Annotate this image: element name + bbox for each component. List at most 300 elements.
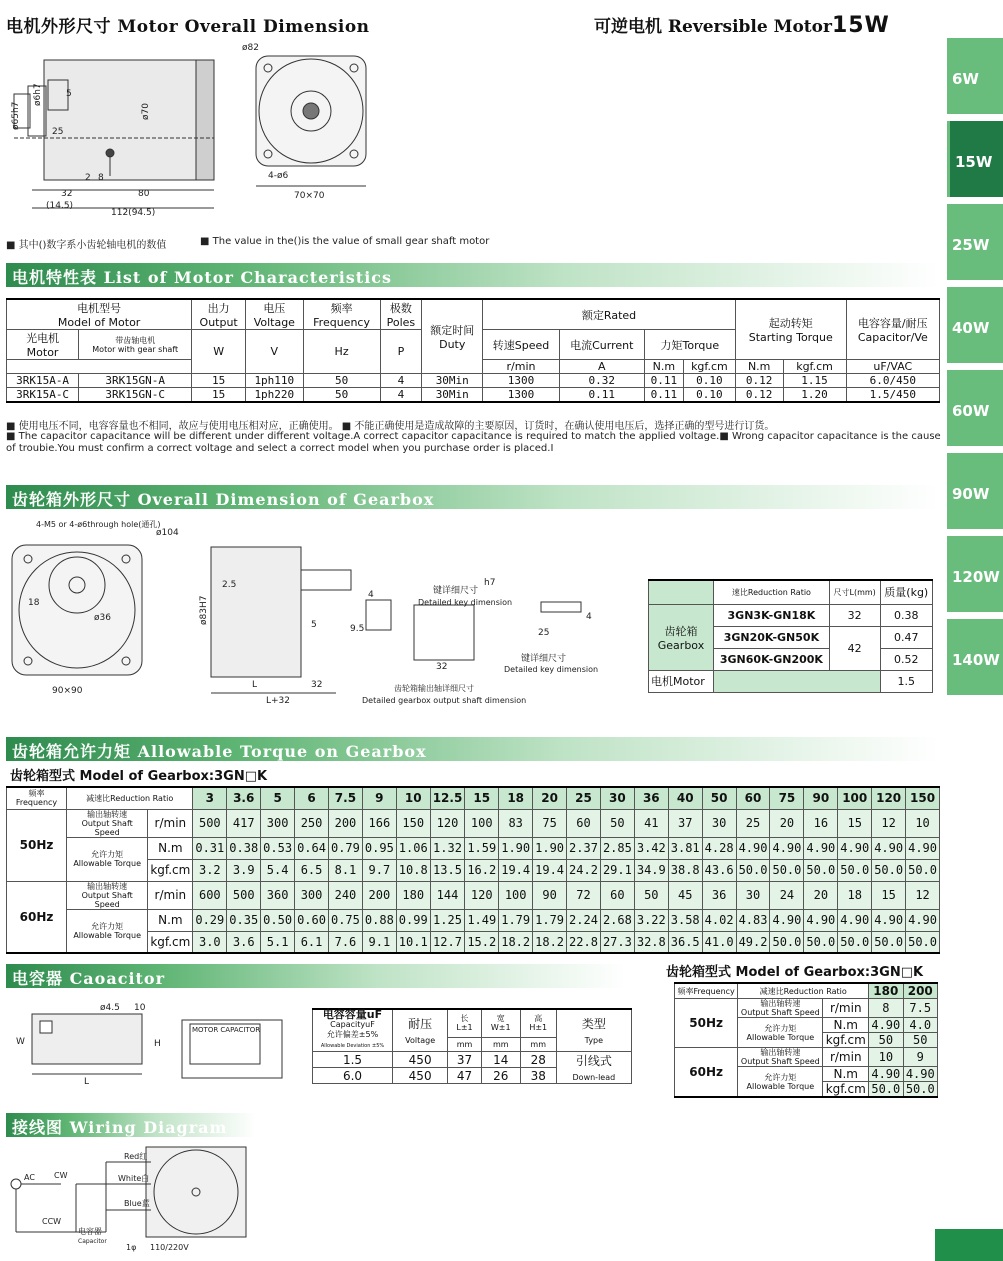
dim-label: 25 (538, 628, 550, 638)
cell: kgf.cm (148, 931, 193, 953)
cell: 0.53 (261, 837, 295, 859)
cell: 50.0 (770, 931, 804, 953)
cell: 7.6 (328, 931, 362, 953)
gear-ratio-table (648, 579, 933, 693)
cell: Allowable Torque (746, 1081, 815, 1091)
cell: 4.02 (702, 909, 736, 931)
cell: 28 (520, 1052, 556, 1068)
cell: 200 (362, 881, 396, 909)
th: 转速Speed (483, 330, 560, 360)
cell: 3.6 (227, 787, 261, 809)
cell: 0.64 (295, 837, 329, 859)
cell: 42 (829, 626, 880, 670)
dim-label: ø70 (141, 103, 151, 120)
th: 尺寸L(mm) (829, 580, 880, 604)
tab-25w[interactable]: 25W (947, 204, 1003, 280)
cell: 0.29 (193, 909, 227, 931)
cell: 1.59 (465, 837, 499, 859)
cell: Down-lead (572, 1073, 616, 1082)
cell: 50.0 (906, 859, 940, 881)
cell: Output Shaft Speed (81, 890, 133, 909)
cell: Output Shaft Speed (81, 818, 133, 837)
corner-block (935, 1229, 1003, 1261)
cell (738, 1048, 823, 1067)
cell: kgf.cm (148, 859, 193, 881)
cell: 1.5 (880, 670, 932, 692)
cell: 100 (838, 787, 872, 809)
cell: 27.3 (600, 931, 634, 953)
cell: 450 (393, 1052, 448, 1068)
cell: 16 (804, 809, 838, 837)
cell: kgf.cm (823, 1033, 869, 1048)
cell: 7.5 (903, 999, 937, 1018)
cell: 2.68 (600, 909, 634, 931)
dim-label: Detailed gearbox output shaft dimension (362, 696, 527, 705)
cell: 0.10 (683, 388, 735, 403)
cell: 450 (393, 1068, 448, 1084)
cell: N.m (823, 1018, 869, 1033)
cell: 3 (193, 787, 227, 809)
tab-140w[interactable]: 140W (947, 619, 1003, 695)
cell: 3.22 (634, 909, 668, 931)
cell: 10 (869, 1048, 903, 1067)
cell: 9.1 (362, 931, 396, 953)
th: 质量(kg) (880, 580, 932, 604)
dim-label: 10 (134, 1003, 146, 1013)
cell: 50.0 (736, 859, 770, 881)
gearbox-model-label: 齿轮箱型式 Model of Gearbox:3GN□K (10, 769, 268, 784)
wire-label: CCW (42, 1217, 62, 1226)
cell: 9.7 (362, 859, 396, 881)
cell: 24.2 (567, 859, 601, 881)
wire-label: Blue蓝 (124, 1199, 150, 1208)
cell: 6.5 (295, 859, 329, 881)
dim-label: 9.5 (350, 624, 365, 634)
cell: 0.35 (227, 909, 261, 931)
cell: 3RK15GN-C (79, 388, 192, 403)
unit: r/min (483, 360, 560, 374)
cell: 3GN3K-GN18K (714, 604, 830, 626)
cell: 0.11 (559, 388, 644, 403)
cell: 500 (193, 809, 227, 837)
dim-label: 2 (85, 173, 91, 183)
note-en: ■ The value in the()is the value of small gear shaft motor (200, 236, 490, 247)
cell (67, 809, 148, 837)
cell: 30Min (422, 374, 483, 388)
cell: Allowable Torque (73, 859, 141, 868)
gearbox-model-label-2: 齿轮箱型式 Model of Gearbox:3GN□K (666, 965, 924, 980)
th: Gearbox (657, 638, 705, 652)
dim-label: 键详细尺寸 (521, 654, 567, 664)
cell: 600 (193, 881, 227, 909)
tab-15w[interactable] (947, 121, 1003, 197)
cell: 50.0 (906, 931, 940, 953)
cell: 50.0 (872, 859, 906, 881)
cell: 0.95 (362, 837, 396, 859)
th: 齿轮箱 (664, 624, 698, 638)
th: Voltage (405, 1036, 436, 1045)
wire-label: White白 (118, 1174, 150, 1183)
cell: 24 (770, 881, 804, 909)
section-wiring: 接线图 Wiring Diagram (6, 1113, 256, 1137)
cell: 32 (829, 604, 880, 626)
th: Poles (386, 316, 416, 329)
cell: 2.85 (600, 837, 634, 859)
cell: 90 (533, 881, 567, 909)
unit: W (192, 330, 246, 374)
cell: 36 (702, 881, 736, 909)
cell: 30 (600, 787, 634, 809)
section-torque: 齿轮箱允许力矩 Allowable Torque on Gearbox (6, 737, 940, 761)
cell (738, 999, 823, 1018)
cell: 50.0 (869, 1082, 903, 1098)
cell: 1.25 (430, 909, 465, 931)
capacitor-drawing (6, 996, 306, 1091)
wire-label: Capacitor (78, 1238, 107, 1245)
cell: 18.2 (499, 931, 533, 953)
cell: 4 (380, 374, 422, 388)
cell: 13.5 (430, 859, 465, 881)
cell: 4.90 (838, 837, 872, 859)
th: Type (584, 1036, 604, 1045)
cell: 输出轴转速 (87, 809, 128, 819)
cell: 1.90 (499, 837, 533, 859)
cell: 20 (804, 881, 838, 909)
cell: 12 (872, 809, 906, 837)
wire-label: CW (54, 1171, 68, 1180)
cell (738, 1018, 823, 1048)
cell: 4.90 (906, 837, 940, 859)
cell: 4.90 (906, 909, 940, 931)
dim-label: ø36 (94, 613, 111, 623)
table-row (7, 909, 940, 931)
cell: 50.0 (770, 859, 804, 881)
table-row (7, 837, 940, 859)
th: 耐压 (408, 1017, 433, 1031)
cell: 36.5 (668, 931, 702, 953)
cell: 3.42 (634, 837, 668, 859)
unit: N.m (735, 360, 783, 374)
cell: 10 (906, 809, 940, 837)
cell: 6 (295, 787, 329, 809)
cell: 4.28 (702, 837, 736, 859)
cell: 4.90 (838, 909, 872, 931)
cell: 20 (533, 787, 567, 809)
cell: 允许力矩 (91, 921, 124, 931)
cell: 18.2 (533, 931, 567, 953)
cell: 50 (702, 787, 736, 809)
cell: 9 (903, 1048, 937, 1067)
cell: 1.5 (313, 1052, 393, 1068)
cell: 6.1 (295, 931, 329, 953)
cell: 减速比Reduction Ratio (738, 983, 869, 999)
th: 光电机 (26, 332, 60, 345)
cell: 4.90 (903, 1067, 937, 1082)
cell: 3RK15GN-A (79, 374, 192, 388)
th: Capacitor/Ve (857, 331, 928, 344)
cell: 1300 (483, 388, 560, 403)
cell (738, 1067, 823, 1098)
cell: 60 (600, 881, 634, 909)
dim-label: 5 (66, 89, 72, 99)
cell: 10.8 (396, 859, 430, 881)
product-title (594, 12, 890, 38)
th: W±1 (490, 1023, 511, 1033)
table-row (7, 374, 940, 388)
cell: 50.0 (804, 931, 838, 953)
cell: 75 (770, 787, 804, 809)
th: 电容容量uF (322, 1008, 383, 1021)
cell: 频率Frequency (675, 983, 738, 999)
cell: 3.81 (668, 837, 702, 859)
cell: 14 (481, 1052, 520, 1068)
cell: 允许力矩 (764, 1023, 797, 1033)
cell: 0.38 (880, 604, 932, 626)
tab-60w[interactable]: 60W (947, 370, 1003, 446)
cell: 0.50 (261, 909, 295, 931)
cell: 240 (328, 881, 362, 909)
dim-label: 4 (586, 612, 592, 622)
dim-label: Detailed key dimension (504, 665, 599, 674)
cell (67, 837, 148, 881)
cell: 50 (303, 388, 380, 403)
th: 高 (534, 1014, 543, 1024)
cell: 8 (869, 999, 903, 1018)
cell: 1.90 (533, 837, 567, 859)
cell: 4.90 (804, 837, 838, 859)
unit: mm (520, 1037, 556, 1051)
cell: 10.1 (396, 931, 430, 953)
cell: 417 (227, 809, 261, 837)
wire-label: 1φ (126, 1243, 137, 1252)
dim-label: (14.5) (46, 201, 74, 211)
dim-label: 2.5 (222, 580, 237, 590)
cell: 37 (668, 809, 702, 837)
unit: kgf.cm (783, 360, 846, 374)
cell: 1.06 (396, 837, 430, 859)
torque-table-2 (674, 982, 938, 1098)
cell: 60Hz (675, 1048, 738, 1098)
cell: 2.37 (567, 837, 601, 859)
tab-90w[interactable]: 90W (947, 453, 1003, 529)
cell: 50.0 (903, 1082, 937, 1098)
cell: 15.2 (465, 931, 499, 953)
cell: 50Hz (675, 999, 738, 1048)
dim-label: ø104 (156, 528, 179, 538)
cell: 144 (430, 881, 465, 909)
cell: 150 (906, 787, 940, 809)
cell: 38.8 (668, 859, 702, 881)
cell: 180 (396, 881, 430, 909)
cell: 3.6 (227, 931, 261, 953)
tab-40w[interactable]: 40W (947, 287, 1003, 363)
th: Model of Motor (57, 316, 141, 329)
cell: 75 (533, 809, 567, 837)
th: CapacityuF (330, 1020, 375, 1029)
cell: 5.4 (261, 859, 295, 881)
wiring-diagram (6, 1142, 256, 1257)
th: 电机型号 (77, 302, 122, 315)
cell: 83 (499, 809, 533, 837)
wire-label: Red红 (124, 1152, 148, 1161)
cell: 50 (600, 809, 634, 837)
tab-6w[interactable]: 6W (947, 38, 1003, 114)
tab-label: 15W (950, 121, 1003, 197)
cell: 0.11 (644, 374, 683, 388)
cell: 12.5 (430, 787, 465, 809)
cell: 32.8 (634, 931, 668, 953)
th: Duty (439, 338, 466, 351)
tab-120w[interactable]: 120W (947, 536, 1003, 612)
cell: 45 (668, 881, 702, 909)
cell: 15 (192, 388, 246, 403)
cell: 0.10 (683, 374, 735, 388)
cell: 50 (303, 374, 380, 388)
cell: r/min (823, 1048, 869, 1067)
cell: 输出轴转速 (87, 881, 128, 891)
cell: 减速比Reduction Ratio (67, 787, 193, 809)
th: Allowable Deviation ±5% (320, 1043, 385, 1049)
cell: 12 (906, 881, 940, 909)
cell: 15 (465, 787, 499, 809)
cell: Output Shaft Speed (740, 1008, 820, 1017)
cell: Allowable Torque (73, 930, 141, 940)
dim-label: L (252, 680, 258, 690)
unit: P (380, 330, 422, 374)
cell: 4.90 (804, 909, 838, 931)
cell: 9 (362, 787, 396, 809)
th: Output (199, 316, 238, 329)
dim-label: ø65h7 (11, 101, 21, 130)
cell: r/min (148, 881, 193, 909)
dim-label: 32 (436, 662, 448, 672)
table-row (7, 881, 940, 909)
dim-label: 8 (98, 173, 104, 183)
cell: 150 (396, 809, 430, 837)
cell: 30Min (422, 388, 483, 403)
cell: 3GN60K-GN200K (714, 648, 830, 670)
cell: 1.20 (783, 388, 846, 403)
dim-label: 112(94.5) (111, 208, 156, 218)
th: 额定Rated (581, 308, 637, 322)
th: 允许偏差±5% (326, 1030, 379, 1039)
cell: 0.99 (396, 909, 430, 931)
cell: 22.8 (567, 931, 601, 953)
cell: 50 (903, 1033, 937, 1048)
cell: kgf.cm (823, 1082, 869, 1098)
cell: 3.58 (668, 909, 702, 931)
cell: 4.90 (770, 909, 804, 931)
dim-label: ø4.5 (100, 1003, 120, 1013)
cell: N.m (823, 1067, 869, 1082)
table-row (675, 1048, 938, 1067)
wire-label: 110/220V (150, 1243, 189, 1252)
cell: 19.4 (499, 859, 533, 881)
th: 速比Reduction Ratio (714, 580, 830, 604)
cell: 0.79 (328, 837, 362, 859)
cell: 1.79 (533, 909, 567, 931)
th: 电机Motor (649, 670, 714, 692)
cell: 100 (499, 881, 533, 909)
cell: 3.2 (193, 859, 227, 881)
th: 出力 (207, 302, 230, 315)
dim-label: L (84, 1077, 90, 1087)
cell: 120 (430, 809, 465, 837)
cell: 3RK15A-C (7, 388, 79, 403)
cell: 49.2 (736, 931, 770, 953)
table-row (7, 388, 940, 403)
cell: 4.90 (872, 837, 906, 859)
cell: 100 (465, 809, 499, 837)
unit: mm (448, 1037, 482, 1051)
unit: kgf.cm (683, 360, 735, 374)
section-characteristics: 电机特性表 List of Motor Characteristics (6, 263, 940, 287)
cell: 10 (396, 787, 430, 809)
gearbox-dimension-drawing (6, 515, 636, 715)
cell: 50.0 (872, 931, 906, 953)
cell: 1.49 (465, 909, 499, 931)
dim-label: 32 (61, 189, 73, 199)
unit: V (246, 330, 304, 374)
capacitor-table (312, 1008, 632, 1084)
cell: 250 (295, 809, 329, 837)
cell: 0.12 (735, 388, 783, 403)
cell: 50Hz (7, 809, 67, 881)
cell: 200 (328, 809, 362, 837)
th: Motor (26, 346, 59, 359)
cell: 50.0 (838, 931, 872, 953)
cell: 0.52 (880, 648, 932, 670)
cell: 25 (736, 809, 770, 837)
cell: N.m (148, 837, 193, 859)
motor-dimension-drawing (6, 38, 386, 223)
th: 极数 (389, 302, 412, 315)
th: Starting Torque (748, 331, 833, 344)
cell: 500 (227, 881, 261, 909)
cell: 4.90 (872, 909, 906, 931)
cell: 频率Frequency (7, 787, 67, 809)
cell: 0.88 (362, 909, 396, 931)
cell: 180 (869, 983, 903, 999)
torque-table (6, 786, 940, 954)
wire-label: 电容器 (78, 1227, 102, 1236)
th: 长 (460, 1014, 469, 1024)
cell: 15 (192, 374, 246, 388)
unit: A (559, 360, 644, 374)
cell: 50.0 (804, 859, 838, 881)
cell: 200 (903, 983, 937, 999)
cell: 3GN20K-GN50K (714, 626, 830, 648)
dim-label: ø83H7 (199, 595, 209, 625)
cell: 5.1 (261, 931, 295, 953)
cell: 166 (362, 809, 396, 837)
cell: 4.83 (736, 909, 770, 931)
cell: 38 (520, 1068, 556, 1084)
note-cn: ■ 其中()数字系小齿轮轴电机的数值 (6, 240, 167, 251)
th: 频率 (330, 302, 353, 315)
cell: 20 (770, 809, 804, 837)
cell: 引线式 (575, 1054, 612, 1068)
cell: 43.6 (702, 859, 736, 881)
cell: 输出轴转速 (760, 999, 801, 1008)
cell: 3.0 (193, 931, 227, 953)
dim-label: h7 (484, 578, 496, 588)
cell: 16.2 (465, 859, 499, 881)
unit: uF/VAC (846, 360, 939, 374)
product-title-text: 可逆电机 Reversible Motor (594, 17, 832, 37)
cell: 4 (380, 388, 422, 403)
dim-label: W (16, 1037, 25, 1047)
